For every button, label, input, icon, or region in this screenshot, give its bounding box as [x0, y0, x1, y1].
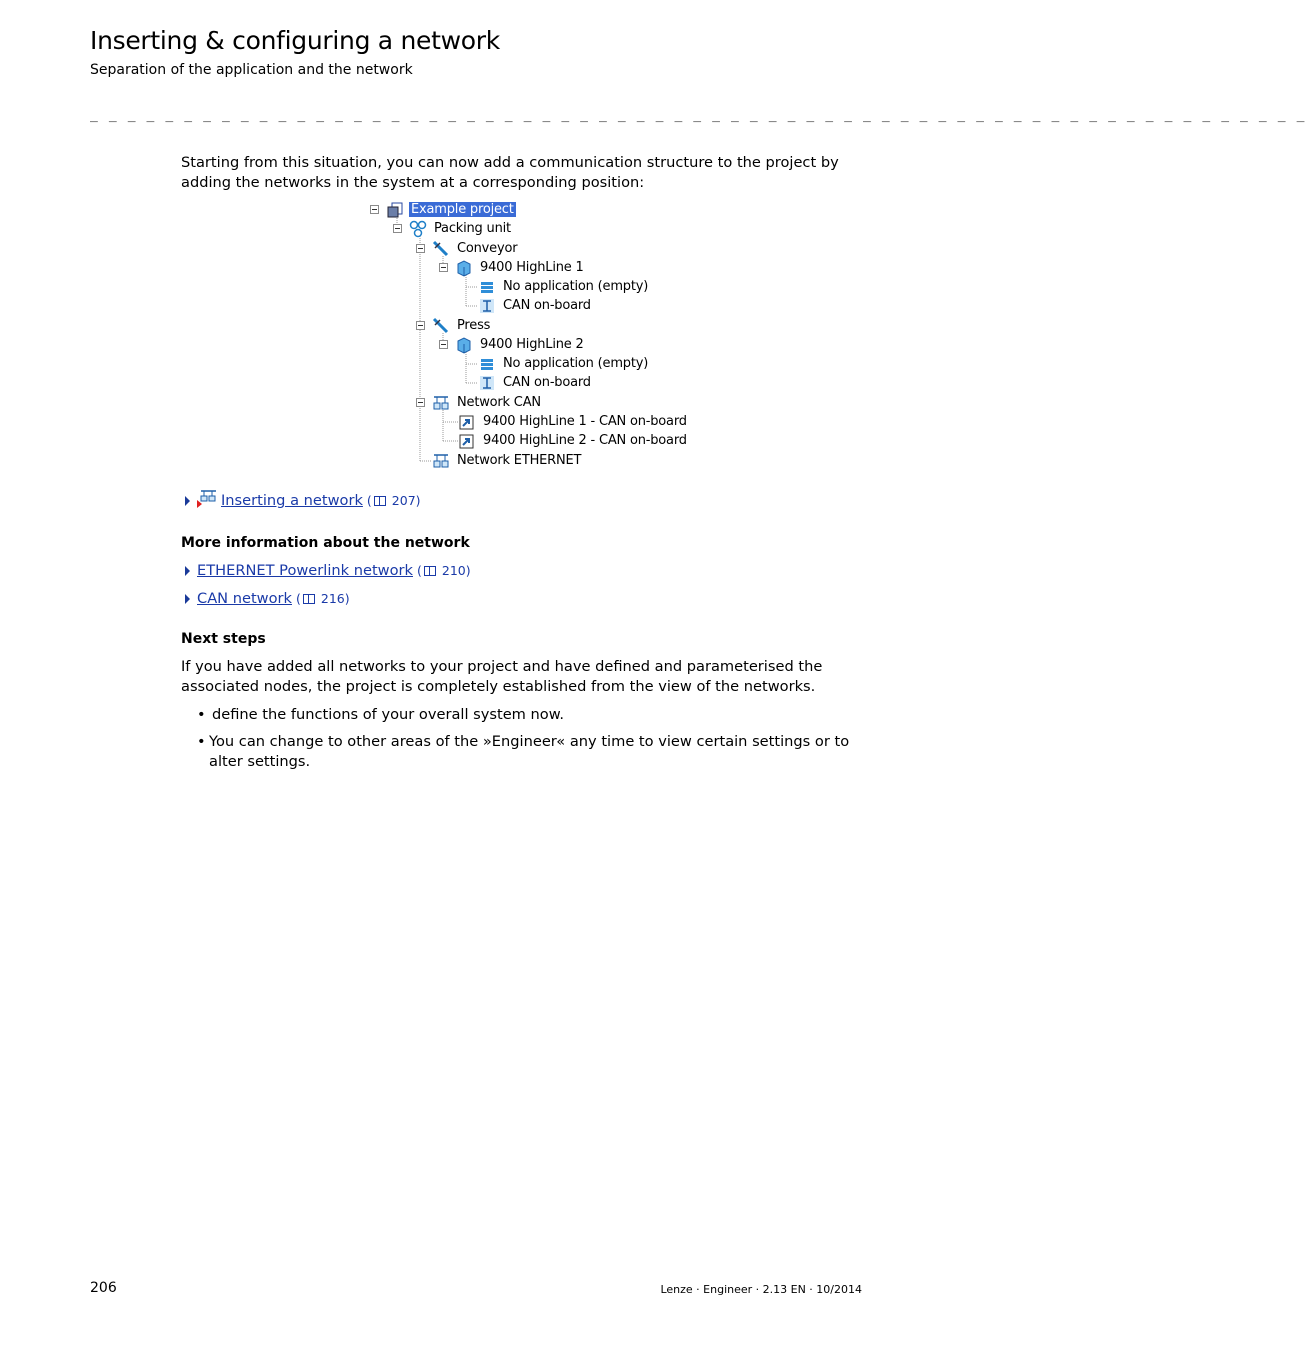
application-icon	[478, 355, 496, 373]
tree-node-label: Press	[457, 318, 491, 333]
can-port-icon	[478, 374, 496, 392]
system-unit-icon	[409, 220, 427, 238]
expander-network-can[interactable]	[416, 398, 425, 407]
book-icon	[303, 594, 315, 604]
book-icon	[374, 496, 386, 506]
page-number: 206	[90, 1280, 117, 1296]
tree-node-shortcut-1[interactable]	[458, 412, 689, 431]
tree-node-label: Packing unit	[434, 221, 511, 236]
tree-node-press[interactable]	[432, 316, 492, 335]
arrow-icon	[185, 594, 190, 604]
arrow-icon	[185, 566, 190, 576]
bullet-item: define the functions of your overall system now.	[212, 706, 564, 723]
dashed-rule: _ _ _ _ _ _ _ _ _ _ _ _ _ _ _ _ _ _ _ _ _ _ _ _ _ _ _ _ _ _ _ _ _ _ _ _ _ _ _ _ _ _ _ _ _ _ _ _ _ _ _ _ _ _ _ _ _ _ _ _ _ _ _ _ _	[90, 108, 1306, 123]
expander-conveyor[interactable]	[416, 244, 425, 253]
can-link-row	[185, 590, 350, 607]
application-icon	[478, 278, 496, 296]
expander-highline-1[interactable]	[439, 263, 448, 272]
tree-node-label: 9400 HighLine 1 - CAN on-board	[483, 414, 687, 429]
tree-node-label: Network CAN	[457, 395, 541, 410]
bullet-marker: •	[197, 706, 206, 723]
tree-node-can-onboard-1[interactable]	[478, 296, 593, 315]
shortcut-icon	[458, 432, 476, 450]
tree-node-label: No application (empty)	[503, 356, 649, 371]
tree-node-application-2[interactable]	[478, 354, 650, 373]
tree-node-label: 9400 HighLine 2	[480, 337, 584, 352]
expander-project[interactable]	[370, 205, 379, 214]
expander-packing-unit[interactable]	[393, 224, 402, 233]
arrow-icon	[185, 496, 190, 506]
add-network-icon	[197, 488, 217, 508]
ethernet-powerlink-link[interactable]: ETHERNET Powerlink network	[197, 562, 413, 579]
project-tree	[366, 200, 687, 472]
page-title: Inserting & configuring a network	[90, 26, 500, 55]
page-reference[interactable]: ( 207)	[366, 493, 421, 508]
tree-node-highline-1[interactable]	[455, 258, 586, 277]
tree-node-network-can[interactable]	[432, 393, 543, 412]
bullet-item: You can change to other areas of the »Engineer« any time to view certain settings or to alter settings.	[209, 733, 850, 770]
project-icon	[386, 201, 404, 219]
intro-paragraph: Starting from this situation, you can now add a communication structure to the project by adding the networks in the system at a corresponding position:	[181, 154, 839, 191]
can-port-icon	[478, 297, 496, 315]
expander-highline-2[interactable]	[439, 340, 448, 349]
network-icon	[432, 452, 450, 470]
axis-icon	[432, 317, 450, 335]
inserting-network-row	[185, 492, 421, 509]
tree-node-can-onboard-2[interactable]	[478, 373, 593, 392]
tree-node-label: Conveyor	[457, 241, 518, 256]
bullet-marker: •	[197, 733, 206, 750]
tree-node-network-ethernet[interactable]	[432, 451, 583, 470]
tree-node-label: No application (empty)	[503, 279, 649, 294]
tree-node-label: 9400 HighLine 2 - CAN on-board	[483, 433, 687, 448]
tree-node-highline-2[interactable]	[455, 335, 586, 354]
tree-node-label: Network ETHERNET	[457, 453, 582, 468]
can-network-link[interactable]: CAN network	[197, 590, 292, 607]
tree-node-application-1[interactable]	[478, 277, 650, 296]
device-icon	[455, 336, 473, 354]
ethernet-link-row	[185, 562, 471, 579]
inserting-network-link[interactable]: Inserting a network	[221, 492, 363, 509]
tree-node-example-project[interactable]	[386, 200, 516, 219]
book-icon	[424, 566, 436, 576]
document-info: Lenze · Engineer · 2.13 EN · 10/2014	[660, 1283, 862, 1296]
page-reference[interactable]: ( 210)	[417, 563, 471, 578]
page-reference[interactable]: ( 216)	[296, 591, 350, 606]
expander-press[interactable]	[416, 321, 425, 330]
axis-icon	[432, 240, 450, 258]
page-subtitle: Separation of the application and the network	[90, 62, 413, 78]
more-info-heading: More information about the network	[181, 535, 470, 551]
tree-node-label: CAN on-board	[503, 298, 591, 313]
tree-node-shortcut-2[interactable]	[458, 431, 689, 450]
tree-node-label: CAN on-board	[503, 375, 591, 390]
device-icon	[455, 259, 473, 277]
next-steps-paragraph: If you have added all networks to your project and have defined and parameterised the associated nodes, the project is completely established from the view of the networks.	[181, 658, 823, 695]
shortcut-icon	[458, 413, 476, 431]
tree-node-label: Example project	[411, 202, 514, 217]
next-steps-heading: Next steps	[181, 631, 266, 647]
network-icon	[432, 394, 450, 412]
tree-node-label: 9400 HighLine 1	[480, 260, 584, 275]
tree-node-packing-unit[interactable]	[409, 219, 513, 238]
tree-node-conveyor[interactable]	[432, 239, 519, 258]
